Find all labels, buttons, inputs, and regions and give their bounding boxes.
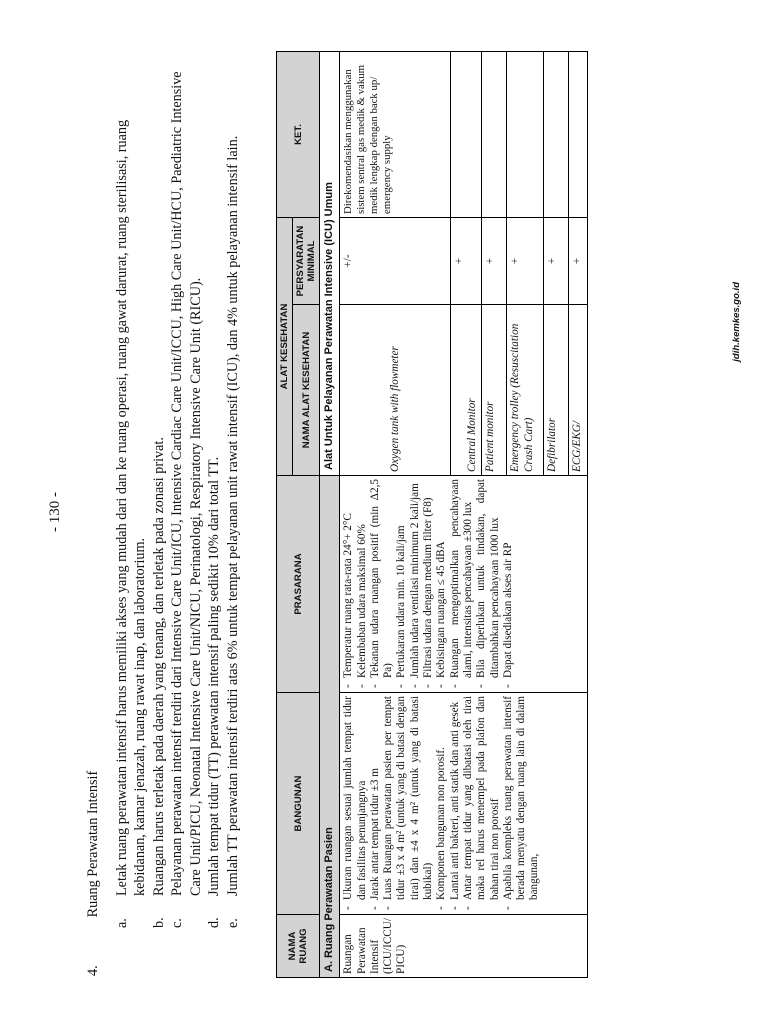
table-row (340, 52, 451, 978)
ket-empty (544, 52, 569, 218)
list-text: Letak ruang perawatan intensif harus memiliki akses yang mudah dari dan ke ruang operasi, ruang gawat darurat, ruang sterilisasi, ruang kebidanan, kamar jenazah, ruang rawat inap, dan laboratorium. (113, 119, 148, 896)
bangunan-item: - Ukuran ruangan sesuai jumlah tempat tidur dan fasilitas penunjangnya (342, 696, 368, 910)
header-prasarana: PRASARANA (277, 476, 320, 693)
bangunan-item: - Jarak antar tempat tidur ±3 m (368, 768, 381, 910)
list-marker: c. (169, 918, 185, 928)
intro-section (84, 56, 242, 976)
intro-list (113, 56, 243, 976)
list-text: Pelayanan perawatan intensif terdiri dari Intensive Care Unit/ICU, Intensive Cardiac Care Unit/ICCU, High Care Unit/HCU, Paediatric Intensive Care Unit/PICU, Neonatal Intensive Care Unit/NICU, Perinatologi, Respiratory Intensive Care Unit (RICU). (169, 71, 204, 896)
bangunan-item: - Luas Ruangan perawatan pasien per tempat tidur ±3 x 4 m² (untuk yang di batasi dengan tirai) dan ±4 x 4 m² (untuk yang di batasi kubikal) (382, 696, 435, 910)
ket-empty (569, 52, 588, 218)
alat-requirement: + (544, 218, 569, 305)
section-row (320, 52, 340, 978)
alat-requirement: + (482, 218, 507, 305)
alat-name: ECG/EKG/ (569, 305, 588, 476)
list-marker: b. (150, 917, 167, 928)
prasarana-item: - Temperatur ruang rata-rata 24°+ 2°C (342, 513, 355, 688)
header-bangunan: BANGUNAN (277, 693, 320, 915)
prasarana-item: - Kelembaban udara maksimal 60% (355, 524, 368, 688)
room-name: Ruangan Perawatan Intensif (ICU/ICCU/ PICU) (340, 915, 588, 978)
bangunan-cell (340, 693, 588, 915)
header-ket: KET. (277, 52, 320, 218)
prasarana-item: - Kebisingan ruangan ≤ 45 dBA (435, 541, 448, 688)
list-marker: a. (113, 918, 130, 928)
table-header-row (277, 52, 293, 978)
bangunan-item: - Antar tempat tidur yang dibatasi oleh tirai maka rel harus menempel pada plafon dan bahan tirai non porosif (461, 696, 501, 910)
list-item (168, 56, 205, 976)
list-text: Ruangan harus terletak pada daerah yang tenang, dan terletak pada zonasi privat. (150, 437, 167, 896)
prasarana-item: - Filtrasi udara dengan medium filter (F8) (422, 497, 435, 688)
alat-name: Defibrilator (544, 305, 569, 476)
prasarana-item: - Tekanan udara ruangan positif (min Δ2,5 Pa) (368, 479, 395, 688)
alat-requirement: + (451, 218, 482, 305)
header-persyaratan: PERSYARATAN MINIMAL (293, 218, 320, 305)
list-marker: d. (206, 917, 222, 928)
alat-requirement: +/- (340, 218, 451, 305)
header-alat-kesehatan: ALAT KESEHATAN (277, 218, 293, 476)
list-item (113, 56, 150, 976)
alat-name: Emergency trolley (Resuscitation Crash Cart) (507, 305, 544, 476)
prasarana-item: - Ruangan mengoptimalkan pencahayaan alami, intensitas pencahayaan ±300 lux (448, 479, 474, 688)
ket-empty (482, 52, 507, 218)
heading-text: Ruang Perawatan Intensif (85, 770, 101, 918)
ket-empty (507, 52, 544, 218)
requirements-table (276, 51, 588, 978)
page-number: - 130 - (47, 492, 63, 532)
alat-name: Central Monitor (451, 305, 482, 476)
alat-name: Patient monitor (482, 305, 507, 476)
header-nama-alat: NAMA ALAT KESEHATAN (293, 305, 320, 476)
header-nama-ruang: NAMA RUANG (277, 915, 320, 978)
prasarana-item: - Dapat disediakan akses air RP (501, 542, 514, 688)
ket-empty (451, 52, 482, 218)
bangunan-item: - Komponen bangunan non porosif. (435, 747, 448, 910)
prasarana-cell (340, 476, 588, 693)
section-title: A. Ruang Perawatan Pasien (320, 476, 340, 978)
bangunan-item: - Apabila kompleks ruang perawatan intensif berada menyatu dengan ruang lain di dalam bangunan, (501, 696, 541, 910)
list-text: Jumlah TT perawatan intensif terdiri atas 6% untuk tempat pelayanan unit rawat intensif (ICU), dan 4% untuk pelayanan intensif lain. (224, 135, 241, 896)
alat-requirement: + (507, 218, 544, 305)
prasarana-item: - Jumlah udara ventilasi minimum 2 kali/jam (408, 483, 421, 688)
alat-section-title: Alat Untuk Pelayanan Perawatan Intensive (ICU) Umum (320, 52, 340, 476)
intro-heading (84, 56, 103, 976)
list-item (224, 56, 243, 976)
prasarana-item: - Bila diperlukan untuk tindakan, dapat ditambahkan pencahayaan 1000 lux (475, 479, 501, 688)
prasarana-item: - Pertukaran udara min. 10 kali/jam (395, 525, 408, 688)
alat-name: Oxygen tank with flowmeter (340, 305, 451, 476)
list-item (150, 56, 169, 976)
site-watermark: jdih.kemkes.go.id (731, 282, 742, 362)
list-text: Jumlah tempat tidur (TT) perawatan intensif paling sedikit 10% dari total TT. (206, 456, 222, 896)
heading-number: 4. (85, 965, 101, 976)
ket-note: Direkomendasikan menggunakan sistem sentral gas medik & vakum medik lengkap dengan back up/ emergency supply (340, 52, 451, 218)
list-marker: e. (224, 918, 241, 928)
alat-requirement: + (569, 218, 588, 305)
list-item (205, 56, 224, 976)
bangunan-item: - Lantai anti bakteri, anti statik dan anti gesek (448, 701, 461, 910)
